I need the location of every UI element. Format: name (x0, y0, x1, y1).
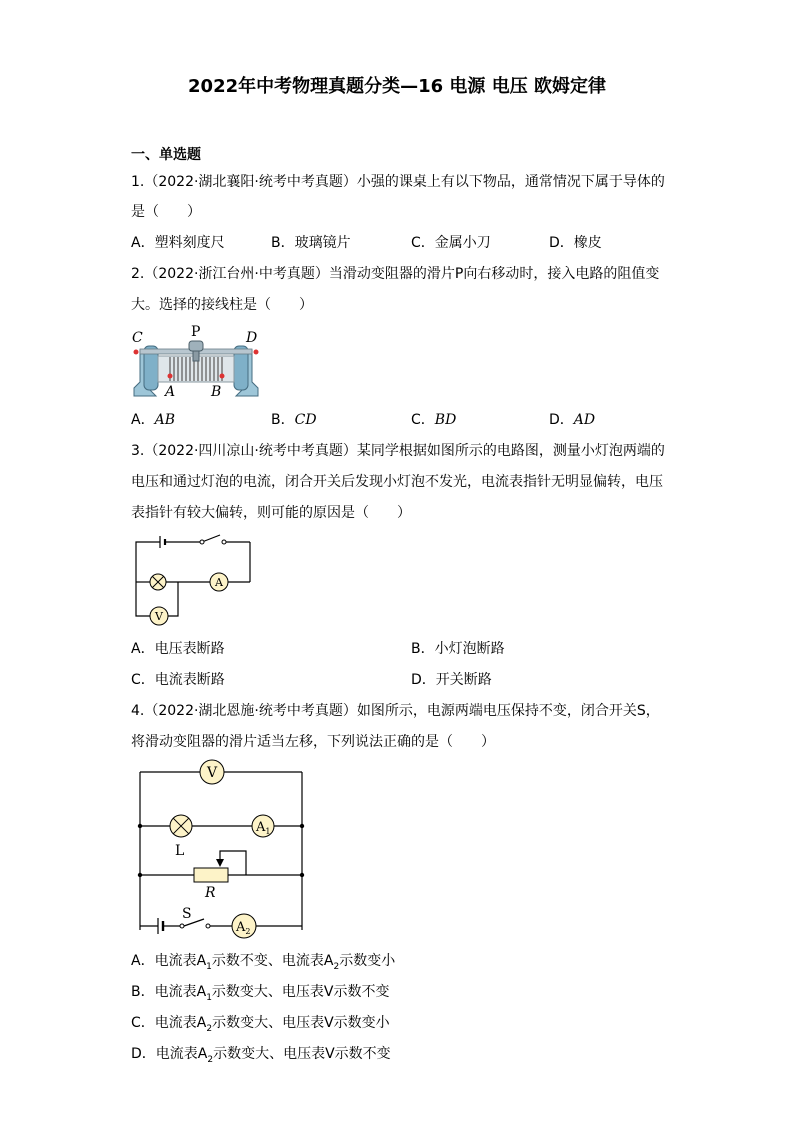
rheostat-label-a: A (165, 384, 176, 400)
q1-stem-line1: 1.（2022·湖北襄阳·统考中考真题）小强的课桌上有以下物品，通常情况下属于导体的 (131, 174, 665, 190)
rheostat-label-c: C (132, 330, 143, 346)
rheostat-label-d: D (246, 330, 258, 346)
q4-option-d[interactable]: D．电流表$A_2$示数变大、电压表V示数不变 (131, 1046, 391, 1065)
ammeter-a2-label: $A_2$ (236, 920, 251, 936)
q3-stem-line3: 表指针有较大偏转，则可能的原因是（ ） (131, 505, 411, 521)
rheostat-label: R (205, 885, 216, 901)
rheostat-figure (130, 322, 270, 402)
rheostat-label-p: P (191, 324, 201, 340)
voltmeter-label: V (207, 765, 218, 781)
q2-option-a[interactable]: A．AB (131, 412, 175, 428)
rheostat-icon (194, 868, 228, 882)
q3-stem-line1: 3.（2022·四川凉山·统考中考真题）某同学根据如图所示的电路图，测量小灯泡两端的 (131, 443, 665, 459)
q2-option-b[interactable]: B．CD (271, 412, 317, 428)
circuit-diagram-q3 (130, 532, 254, 628)
q3-stem-line2: 电压和通过灯泡的电流，闭合开关后发现小灯泡不发光，电流表指针无明显偏转，电压 (131, 474, 663, 490)
circuit-diagram-q4 (130, 758, 310, 942)
ammeter-label: A (215, 576, 223, 589)
q1-option-d[interactable]: D．橡皮 (549, 235, 602, 251)
page-title: 2022年中考物理真题分类—16 电源 电压 欧姆定律 (188, 76, 606, 97)
q1-stem-line2: 是（ ） (131, 204, 201, 220)
q3-option-c[interactable]: C．电流表断路 (131, 672, 225, 688)
q1-option-a[interactable]: A．塑料刻度尺 (131, 235, 225, 251)
section-heading: 一、单选题 (131, 147, 201, 163)
q4-option-a[interactable]: A．电流表$A_1$示数不变、电流表$A_2$示数变小 (131, 953, 396, 972)
ammeter-a1-label: $A_1$ (256, 820, 271, 836)
q2-stem-line2: 大。选择的接线柱是（ ） (131, 297, 313, 313)
voltmeter-label: V (155, 610, 163, 623)
q3-option-a[interactable]: A．电压表断路 (131, 641, 225, 657)
q1-option-c[interactable]: C．金属小刀 (411, 235, 491, 251)
switch-label: S (182, 906, 192, 922)
q2-option-d[interactable]: D．AD (549, 412, 596, 428)
q1-option-b[interactable]: B．玻璃镜片 (271, 235, 351, 251)
q4-option-c[interactable]: C．电流表$A_2$示数变大、电压表V示数变小 (131, 1015, 390, 1034)
q4-stem-line2: 将滑动变阻器的滑片适当左移，下列说法正确的是（ ） (131, 734, 495, 750)
lamp-label: L (175, 843, 185, 859)
q4-stem-line1: 4.（2022·湖北恩施·统考中考真题）如图所示，电源两端电压保持不变，闭合开关S， (131, 703, 660, 719)
q2-option-c[interactable]: C．BD (411, 412, 457, 428)
q4-option-b[interactable]: B．电流表$A_1$示数变大、电压表V示数不变 (131, 984, 390, 1003)
q2-stem-line1: 2.（2022·浙江台州·中考真题）当滑动变阻器的滑片P向右移动时，接入电路的阻值变 (131, 266, 660, 282)
q3-option-d[interactable]: D．开关断路 (411, 672, 492, 688)
rheostat-label-b: B (211, 384, 222, 400)
q3-option-b[interactable]: B．小灯泡断路 (411, 641, 505, 657)
